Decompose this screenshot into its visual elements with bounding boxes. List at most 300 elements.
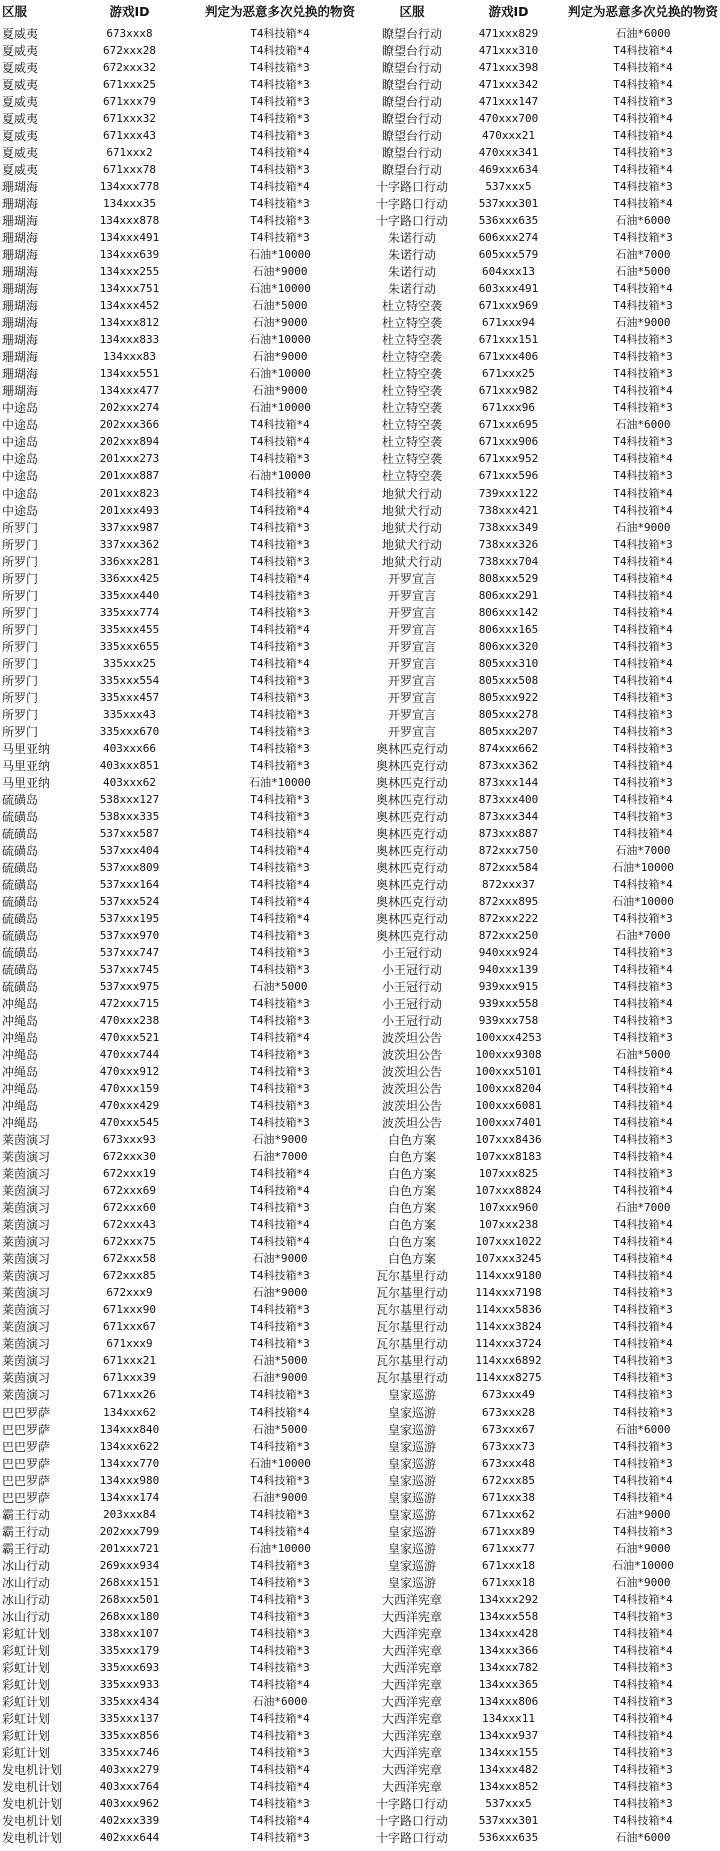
- game-id-cell-2: 604xxx13: [482, 265, 535, 279]
- server-cell-2: 瞭望台行动: [381, 146, 442, 161]
- table-row: [0, 724, 720, 740]
- server-cell: 硫磺岛: [2, 826, 39, 841]
- table-row: [0, 1166, 720, 1182]
- game-id-cell: 671xxx32: [103, 112, 156, 126]
- table-row: [0, 128, 720, 144]
- items-cell-2: T4科技箱*4: [613, 1252, 673, 1266]
- table-row: [0, 877, 720, 893]
- game-id-cell: 335xxx774: [99, 605, 160, 619]
- server-cell-2: 波茨坦公告: [381, 1082, 442, 1097]
- game-id-cell-2: 872xxx895: [478, 894, 539, 908]
- table-row: [0, 826, 720, 842]
- game-id-cell: 134xxx452: [99, 299, 160, 313]
- items-cell-2: T4科技箱*4: [613, 1592, 673, 1606]
- server-cell: 夏威夷: [2, 78, 39, 93]
- server-cell: 所罗门: [2, 605, 39, 620]
- table-row: [0, 1217, 720, 1233]
- items-cell-2: T4科技箱*4: [613, 1116, 673, 1130]
- game-id-cell-2: 134xxx482: [478, 1762, 539, 1776]
- game-id-cell-2: 671xxx77: [482, 1541, 535, 1555]
- table-row: [0, 1302, 720, 1318]
- server-cell-2: 开罗宣言: [387, 588, 436, 603]
- game-id-cell-2: 872xxx222: [478, 911, 539, 925]
- table-row: [0, 1319, 720, 1335]
- items-cell: T4科技箱*3: [250, 809, 310, 823]
- items-cell: T4科技箱*4: [250, 571, 310, 585]
- game-id-cell: 337xxx987: [99, 520, 160, 534]
- server-cell-2: 瞭望台行动: [381, 78, 442, 93]
- table-row: [0, 281, 720, 297]
- items-cell-2: T4科技箱*4: [613, 129, 673, 143]
- items-cell-2: T4科技箱*4: [613, 452, 673, 466]
- game-id-cell: 134xxx980: [99, 1473, 160, 1487]
- game-id-cell-2: 939xxx758: [478, 1014, 539, 1028]
- game-id-cell-2: 114xxx5836: [475, 1303, 542, 1317]
- items-cell-2: T4科技箱*4: [613, 78, 673, 92]
- server-cell-2: 开罗宣言: [387, 571, 436, 586]
- game-id-cell: 403xxx962: [99, 1796, 160, 1810]
- items-cell-2: T4科技箱*4: [613, 44, 673, 58]
- table-row: [0, 707, 720, 723]
- game-id-cell-2: 100xxx4253: [475, 1031, 542, 1045]
- table-row: [0, 298, 720, 314]
- game-id-cell: 134xxx62: [103, 1405, 156, 1419]
- game-id-cell: 201xxx273: [99, 452, 160, 466]
- game-id-cell-2: 134xxx292: [478, 1592, 539, 1606]
- server-cell: 珊瑚海: [2, 265, 39, 280]
- server-cell-2: 瞭望台行动: [381, 129, 442, 144]
- table-row: [0, 1439, 720, 1455]
- table-row: [0, 1183, 720, 1199]
- server-cell: 莱茵演习: [2, 1354, 51, 1369]
- game-id-cell-2: 114xxx8275: [475, 1371, 542, 1385]
- game-id-cell-2: 805xxx922: [478, 690, 539, 704]
- items-cell: T4科技箱*4: [250, 1779, 310, 1793]
- items-cell: T4科技箱*3: [250, 1728, 310, 1742]
- table-row: [0, 945, 720, 961]
- game-id-cell: 470xxx429: [99, 1099, 160, 1113]
- game-id-cell: 672xxx9: [106, 1286, 153, 1300]
- items-cell-2: 石油*7000: [615, 843, 671, 857]
- table-row: [0, 43, 720, 59]
- server-cell: 硫磺岛: [2, 843, 39, 858]
- server-cell: 夏威夷: [2, 112, 39, 127]
- table-row: [0, 1200, 720, 1216]
- items-cell-2: T4科技箱*4: [613, 282, 673, 296]
- table-row: [0, 1405, 720, 1421]
- server-cell: 彩虹计划: [2, 1643, 51, 1658]
- table-row: [0, 928, 720, 944]
- server-cell-2: 奥林匹克行动: [375, 911, 448, 926]
- server-cell-2: 大西洋宪章: [381, 1745, 442, 1760]
- game-id-cell: 537xxx164: [99, 877, 160, 891]
- server-cell: 中途岛: [2, 401, 39, 416]
- server-cell-2: 十字路口行动: [375, 1830, 448, 1845]
- game-id-cell-2: 603xxx491: [478, 282, 539, 296]
- server-cell: 霸王行动: [2, 1507, 51, 1522]
- server-cell-2: 瞭望台行动: [381, 112, 442, 127]
- server-cell-2: 小王冠行动: [381, 997, 442, 1012]
- game-id-cell: 537xxx745: [99, 963, 160, 977]
- game-id-cell: 538xxx335: [99, 809, 160, 823]
- table-row: [0, 1677, 720, 1693]
- items-cell-2: T4科技箱*4: [613, 486, 673, 500]
- items-cell: T4科技箱*3: [250, 1320, 310, 1334]
- server-cell-2: 皇家巡游: [387, 1473, 436, 1488]
- items-cell: T4科技箱*3: [250, 928, 310, 942]
- game-id-cell-2: 134xxx782: [478, 1660, 539, 1674]
- items-cell-2: T4科技箱*3: [613, 809, 673, 823]
- game-id-cell-2: 671xxx25: [482, 367, 535, 381]
- items-cell-2: T4科技箱*4: [613, 758, 673, 772]
- items-cell: T4科技箱*3: [250, 537, 310, 551]
- game-id-cell-2: 470xxx700: [478, 112, 539, 126]
- items-cell: T4科技箱*3: [250, 1558, 310, 1572]
- server-cell-2: 皇家巡游: [387, 1439, 436, 1454]
- server-cell: 中途岛: [2, 469, 39, 484]
- server-cell: 所罗门: [2, 724, 39, 739]
- header-items: 判定为恶意多次兑换的物资: [204, 4, 355, 19]
- table-row: [0, 417, 720, 433]
- game-id-cell-2: 100xxx7401: [475, 1116, 542, 1130]
- items-cell-2: 石油*6000: [615, 1422, 671, 1436]
- items-cell-2: T4科技箱*4: [613, 588, 673, 602]
- items-cell-2: T4科技箱*4: [613, 1065, 673, 1079]
- game-id-cell: 335xxx455: [99, 622, 160, 636]
- table-row: [0, 1149, 720, 1165]
- items-cell-2: T4科技箱*4: [613, 1150, 673, 1164]
- items-cell-2: 石油*9000: [615, 1507, 671, 1521]
- game-id-cell-2: 671xxx596: [478, 469, 539, 483]
- server-cell-2: 地狱犬行动: [381, 520, 442, 535]
- table-row: [0, 1660, 720, 1676]
- table-row: [0, 537, 720, 553]
- items-cell: T4科技箱*3: [250, 758, 310, 772]
- table-row: [0, 554, 720, 570]
- table-row: [0, 145, 720, 161]
- game-id-cell: 671xxx43: [103, 129, 156, 143]
- server-cell: 冰山行动: [2, 1609, 51, 1624]
- table-row: [0, 962, 720, 978]
- table-row: [0, 1745, 720, 1761]
- items-cell-2: T4科技箱*4: [613, 826, 673, 840]
- items-cell-2: T4科技箱*3: [613, 1779, 673, 1793]
- server-cell: 珊瑚海: [2, 367, 39, 382]
- game-id-cell-2: 606xxx274: [478, 231, 539, 245]
- server-cell: 马里亚纳: [2, 775, 51, 790]
- items-cell: T4科技箱*4: [250, 27, 310, 40]
- items-cell-2: T4科技箱*3: [613, 775, 673, 789]
- table-row: [0, 247, 720, 263]
- items-cell: T4科技箱*3: [250, 554, 310, 568]
- items-cell-2: T4科技箱*3: [613, 1405, 673, 1419]
- server-cell: 莱茵演习: [2, 1303, 51, 1318]
- server-cell: 发电机计划: [2, 1762, 63, 1777]
- game-id-cell: 671xxx21: [103, 1354, 156, 1368]
- server-cell-2: 地狱犬行动: [381, 503, 442, 518]
- server-cell-2: 皇家巡游: [387, 1456, 436, 1471]
- server-cell-2: 朱诺行动: [387, 231, 436, 246]
- items-cell-2: 石油*9000: [615, 520, 671, 534]
- items-cell-2: T4科技箱*3: [613, 231, 673, 245]
- server-cell: 所罗门: [2, 571, 39, 586]
- items-cell: T4科技箱*3: [250, 1065, 310, 1079]
- game-id-cell: 470xxx912: [99, 1065, 160, 1079]
- game-id-cell-2: 940xxx924: [478, 946, 539, 959]
- game-id-cell: 335xxx440: [99, 588, 160, 602]
- items-cell-2: T4科技箱*4: [613, 554, 673, 568]
- items-cell: T4科技箱*3: [250, 1643, 310, 1657]
- server-cell: 所罗门: [2, 656, 39, 671]
- items-cell: T4科技箱*3: [250, 214, 310, 228]
- items-cell-2: T4科技箱*4: [613, 384, 673, 398]
- items-cell: T4科技箱*3: [250, 1830, 310, 1844]
- game-id-cell-2: 134xxx366: [478, 1643, 539, 1657]
- table-row: [0, 758, 720, 774]
- server-cell: 冲绳岛: [2, 1031, 39, 1046]
- items-cell: T4科技箱*4: [250, 1677, 310, 1691]
- table-row: [0, 1796, 720, 1812]
- game-id-cell: 671xxx25: [103, 78, 156, 92]
- items-cell-2: 石油*5000: [615, 265, 671, 279]
- items-cell-2: T4科技箱*4: [613, 792, 673, 806]
- table-row: [0, 979, 720, 995]
- game-id-cell: 134xxx751: [99, 282, 160, 296]
- game-id-cell: 672xxx58: [103, 1252, 156, 1266]
- game-id-cell: 268xxx151: [99, 1575, 160, 1589]
- items-cell-2: 石油*10000: [612, 860, 674, 874]
- items-cell: 石油*10000: [249, 401, 311, 415]
- game-id-cell-2: 806xxx291: [478, 588, 539, 602]
- items-cell-2: T4科技箱*3: [613, 946, 673, 959]
- game-id-cell-2: 672xxx85: [482, 1473, 535, 1487]
- items-cell-2: 石油*9000: [615, 316, 671, 330]
- table-row: [0, 520, 720, 536]
- game-id-cell-2: 134xxx558: [478, 1609, 539, 1623]
- server-cell: 发电机计划: [2, 1813, 63, 1828]
- game-id-cell: 470xxx521: [99, 1031, 160, 1045]
- table-row: [0, 792, 720, 808]
- items-cell: 石油*5000: [252, 1422, 308, 1436]
- game-id-cell: 202xxx366: [99, 418, 160, 432]
- game-id-cell: 470xxx159: [99, 1082, 160, 1096]
- server-cell-2: 杜立特空袭: [381, 384, 442, 399]
- game-id-cell: 673xxx93: [103, 1133, 156, 1147]
- game-id-cell-2: 873xxx144: [478, 775, 539, 789]
- items-cell-2: T4科技箱*4: [613, 1218, 673, 1232]
- server-cell-2: 奥林匹克行动: [375, 775, 448, 790]
- table-row: [0, 809, 720, 825]
- server-cell: 珊瑚海: [2, 197, 39, 212]
- server-cell-2: 大西洋宪章: [381, 1609, 442, 1624]
- server-cell: 珊瑚海: [2, 180, 39, 195]
- items-cell: 石油*9000: [252, 1133, 308, 1147]
- items-cell-2: T4科技箱*3: [613, 1609, 673, 1623]
- items-cell-2: T4科技箱*3: [613, 911, 673, 925]
- table-row: [0, 1575, 720, 1591]
- items-cell: 石油*9000: [252, 316, 308, 330]
- server-cell-2: 白色方案: [387, 1252, 436, 1267]
- game-id-cell: 268xxx501: [99, 1592, 160, 1606]
- game-id-cell-2: 107xxx3245: [475, 1252, 542, 1266]
- items-cell-2: T4科技箱*4: [613, 605, 673, 619]
- items-cell: T4科技箱*4: [250, 622, 310, 636]
- game-id-cell: 537xxx970: [99, 928, 160, 942]
- server-cell-2: 皇家巡游: [387, 1524, 436, 1539]
- game-id-cell: 537xxx809: [99, 860, 160, 874]
- header-server-2: 区服: [399, 4, 425, 19]
- server-cell-2: 十字路口行动: [375, 214, 448, 229]
- server-cell: 马里亚纳: [2, 758, 51, 773]
- game-id-cell: 672xxx60: [103, 1201, 156, 1215]
- server-cell-2: 十字路口行动: [375, 1796, 448, 1811]
- server-cell-2: 杜立特空袭: [381, 333, 442, 348]
- game-id-cell: 203xxx84: [103, 1507, 156, 1521]
- server-cell: 发电机计划: [2, 1830, 63, 1845]
- server-cell: 莱茵演习: [2, 1337, 51, 1352]
- server-cell: 中途岛: [2, 435, 39, 450]
- items-cell: T4科技箱*3: [250, 1388, 310, 1402]
- server-cell-2: 白色方案: [387, 1235, 436, 1250]
- server-cell: 所罗门: [2, 707, 39, 722]
- game-id-cell: 402xxx339: [99, 1813, 160, 1827]
- game-id-cell-2: 671xxx96: [482, 401, 535, 415]
- items-cell-2: T4科技箱*4: [613, 163, 673, 177]
- server-cell-2: 大西洋宪章: [381, 1728, 442, 1743]
- server-cell: 硫磺岛: [2, 980, 39, 995]
- items-cell-2: T4科技箱*3: [613, 639, 673, 653]
- server-cell-2: 瞭望台行动: [381, 27, 442, 41]
- items-cell-2: T4科技箱*4: [613, 197, 673, 211]
- server-cell: 硫磺岛: [2, 877, 39, 892]
- game-id-cell-2: 107xxx8183: [475, 1150, 542, 1164]
- server-cell: 马里亚纳: [2, 741, 51, 756]
- server-cell-2: 皇家巡游: [387, 1541, 436, 1556]
- items-cell-2: T4科技箱*3: [613, 1745, 673, 1759]
- items-cell-2: T4科技箱*3: [613, 1303, 673, 1317]
- game-id-cell-2: 806xxx142: [478, 605, 539, 619]
- table-row: [0, 911, 720, 927]
- items-cell: 石油*10000: [249, 333, 311, 347]
- header-items-2: 判定为恶意多次兑换的物资: [567, 4, 718, 19]
- server-cell-2: 开罗宣言: [387, 639, 436, 654]
- server-cell: 硫磺岛: [2, 894, 39, 909]
- game-id-cell: 335xxx457: [99, 690, 160, 704]
- items-cell: T4科技箱*3: [250, 1592, 310, 1606]
- server-cell: 冲绳岛: [2, 1014, 39, 1029]
- game-id-cell-2: 471xxx829: [478, 27, 539, 40]
- game-id-cell-2: 805xxx310: [478, 656, 539, 670]
- game-id-cell-2: 671xxx952: [478, 452, 539, 466]
- items-cell: T4科技箱*3: [250, 452, 310, 466]
- game-id-cell: 537xxx404: [99, 843, 160, 857]
- items-cell-2: T4科技箱*3: [613, 724, 673, 738]
- server-cell: 夏威夷: [2, 61, 39, 76]
- items-cell-2: T4科技箱*4: [613, 112, 673, 126]
- game-id-cell-2: 671xxx982: [478, 384, 539, 398]
- items-cell-2: T4科技箱*4: [613, 1728, 673, 1742]
- items-cell-2: T4科技箱*3: [613, 367, 673, 381]
- server-cell: 冰山行动: [2, 1592, 51, 1607]
- server-cell: 珊瑚海: [2, 333, 39, 348]
- items-cell: 石油*6000: [252, 1694, 308, 1708]
- game-id-cell: 335xxx746: [99, 1745, 160, 1759]
- game-id-cell-2: 671xxx18: [482, 1558, 535, 1572]
- items-cell-2: T4科技箱*3: [613, 350, 673, 364]
- server-cell-2: 大西洋宪章: [381, 1643, 442, 1658]
- table-row: [0, 451, 720, 467]
- server-cell-2: 瓦尔基里行动: [375, 1354, 448, 1369]
- game-id-cell: 537xxx747: [99, 946, 160, 959]
- server-cell-2: 开罗宣言: [387, 724, 436, 739]
- server-cell: 彩虹计划: [2, 1694, 51, 1709]
- server-cell-2: 杜立特空袭: [381, 418, 442, 433]
- table-row: [0, 349, 720, 365]
- server-cell-2: 地狱犬行动: [381, 537, 442, 552]
- game-id-cell-2: 673xxx49: [482, 1388, 535, 1402]
- items-cell: T4科技箱*3: [250, 163, 310, 177]
- server-cell-2: 朱诺行动: [387, 248, 436, 263]
- items-cell-2: T4科技箱*3: [613, 299, 673, 313]
- game-id-cell-2: 671xxx406: [478, 350, 539, 364]
- game-id-cell: 672xxx43: [103, 1218, 156, 1232]
- items-cell: T4科技箱*3: [250, 1337, 310, 1351]
- table-row: [0, 1064, 720, 1080]
- server-cell-2: 大西洋宪章: [381, 1677, 442, 1692]
- game-id-cell-2: 134xxx852: [478, 1779, 539, 1793]
- server-cell-2: 开罗宣言: [387, 707, 436, 722]
- table-row: [0, 1081, 720, 1097]
- items-cell: T4科技箱*3: [250, 1660, 310, 1674]
- game-id-cell: 537xxx524: [99, 894, 160, 908]
- game-id-cell-2: 673xxx48: [482, 1456, 535, 1470]
- server-cell: 冲绳岛: [2, 1116, 39, 1131]
- items-cell-2: T4科技箱*4: [613, 1337, 673, 1351]
- table-row: [0, 1030, 720, 1046]
- game-id-cell: 335xxx554: [99, 673, 160, 687]
- items-cell: T4科技箱*3: [250, 1745, 310, 1759]
- items-cell-2: T4科技箱*3: [613, 1524, 673, 1538]
- game-id-cell-2: 537xxx301: [478, 1813, 539, 1827]
- items-cell: T4科技箱*4: [250, 435, 310, 449]
- server-cell: 所罗门: [2, 554, 39, 569]
- items-cell: T4科技箱*4: [250, 1524, 310, 1538]
- game-id-cell: 201xxx493: [99, 503, 160, 517]
- server-cell-2: 瓦尔基里行动: [375, 1371, 448, 1386]
- table-row: [0, 1285, 720, 1301]
- game-id-cell: 470xxx744: [99, 1048, 160, 1062]
- items-cell: T4科技箱*3: [250, 78, 310, 92]
- table-row: [0, 1711, 720, 1727]
- game-id-cell-2: 537xxx5: [485, 180, 532, 194]
- items-cell-2: 石油*7000: [615, 248, 671, 262]
- table-row: [0, 996, 720, 1012]
- items-cell: T4科技箱*4: [250, 826, 310, 840]
- server-cell-2: 皇家巡游: [387, 1575, 436, 1590]
- items-cell: T4科技箱*3: [250, 1575, 310, 1589]
- game-id-cell-2: 100xxx9308: [475, 1048, 542, 1062]
- game-id-cell-2: 470xxx341: [478, 146, 539, 160]
- game-id-cell-2: 872xxx584: [478, 860, 539, 874]
- game-id-cell: 538xxx127: [99, 792, 160, 806]
- server-cell: 夏威夷: [2, 129, 39, 144]
- server-cell: 冲绳岛: [2, 1065, 39, 1080]
- game-id-cell: 335xxx693: [99, 1660, 160, 1674]
- items-cell: 石油*5000: [252, 299, 308, 313]
- table-row: [0, 894, 720, 910]
- server-cell: 夏威夷: [2, 95, 39, 110]
- table-row: [0, 315, 720, 331]
